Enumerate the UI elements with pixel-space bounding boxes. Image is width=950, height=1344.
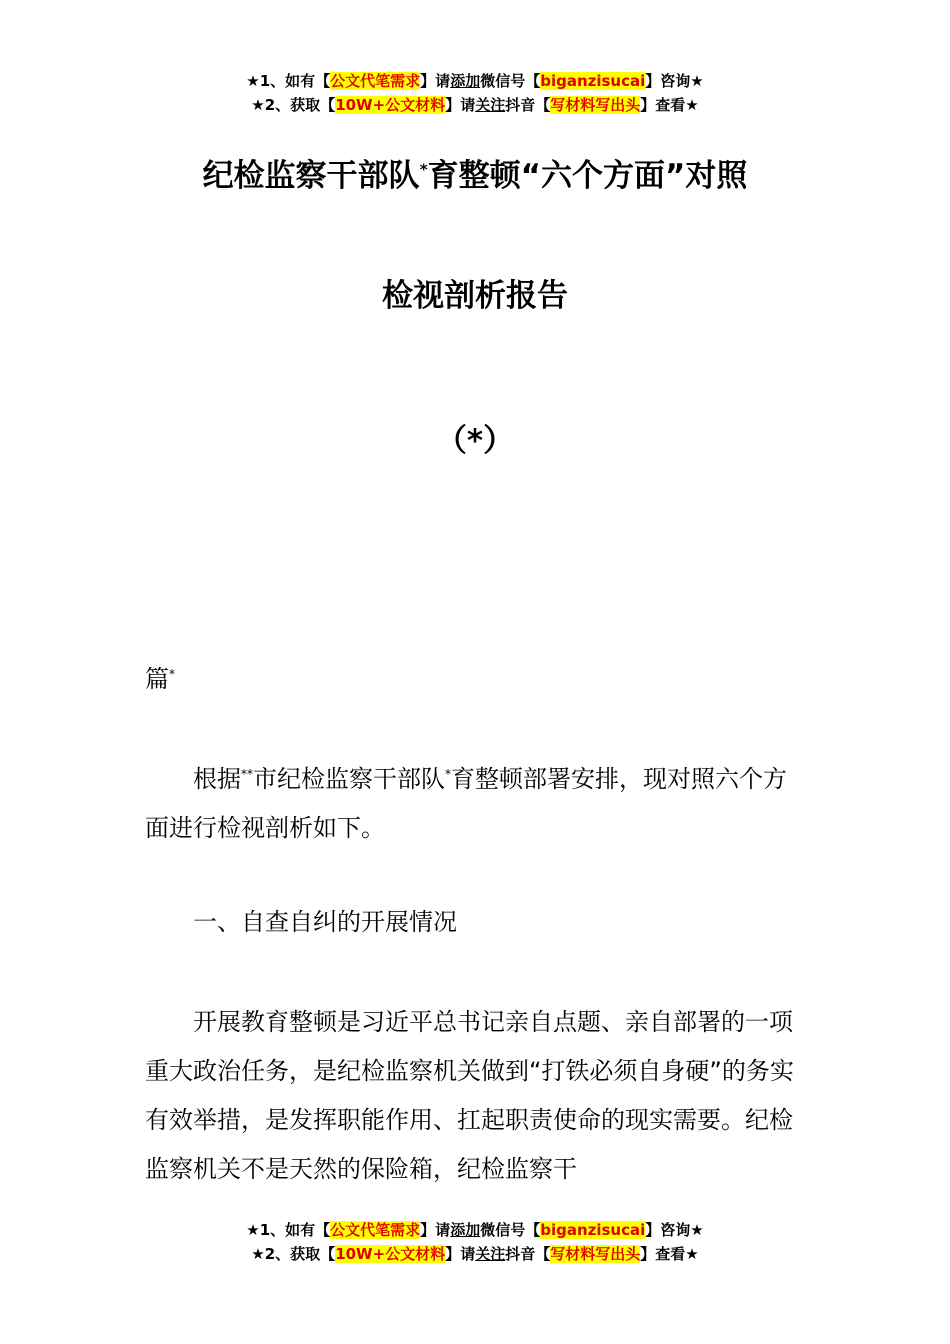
paragraph-body: 开展教育整顿是习近平总书记亲自点题、亲自部署的一项重大政治任务，是纪检监察机关做到“打铁必须自身硬”的务实有效举措，是发挥职能作用、扛起职责使命的现实需要。纪检监察机关不是天然的保险箱，纪检监察干: [145, 1008, 794, 1183]
banner-line-2: ★2、获取【10W+公文材料】请关注抖音【写材料写出头】查看★: [251, 1245, 699, 1263]
heading-section-1: 一、自查自纠的开展情况: [193, 908, 457, 936]
banner-line-2: ★2、获取【10W+公文材料】请关注抖音【写材料写出头】查看★: [251, 96, 699, 114]
banner-line-1: ★1、如有【公文代笔需求】请添加微信号【biganzisucai】咨询★: [246, 1221, 704, 1239]
section-label: 篇*: [145, 665, 175, 693]
highlight-materials: 10W+公文材料: [335, 1245, 446, 1263]
top-banner: [0, 69, 950, 117]
banner-line-1: ★1、如有【公文代笔需求】请添加微信号【biganzisucai】咨询★: [246, 72, 704, 90]
highlight-materials: 10W+公文材料: [335, 96, 446, 114]
highlight-douyin-id: 写材料写出头: [550, 1245, 641, 1263]
highlight-service: 公文代笔需求: [330, 72, 421, 90]
document-title-line-2: 检视剖析报告: [382, 278, 568, 314]
highlight-service: 公文代笔需求: [330, 1221, 421, 1239]
highlight-wechat-id: biganzisucai: [540, 1221, 646, 1239]
document-title-line-1: 纪检监察干部队*育整顿“六个方面”对照: [202, 158, 748, 194]
document-title-line-3: （*）: [435, 423, 515, 459]
highlight-douyin-id: 写材料写出头: [550, 96, 641, 114]
bottom-banner: [0, 1218, 950, 1266]
paragraph-intro: 根据**市纪检监察干部队*育整顿部署安排，现对照六个方面进行检视剖析如下。: [145, 765, 787, 842]
highlight-wechat-id: biganzisucai: [540, 72, 646, 90]
